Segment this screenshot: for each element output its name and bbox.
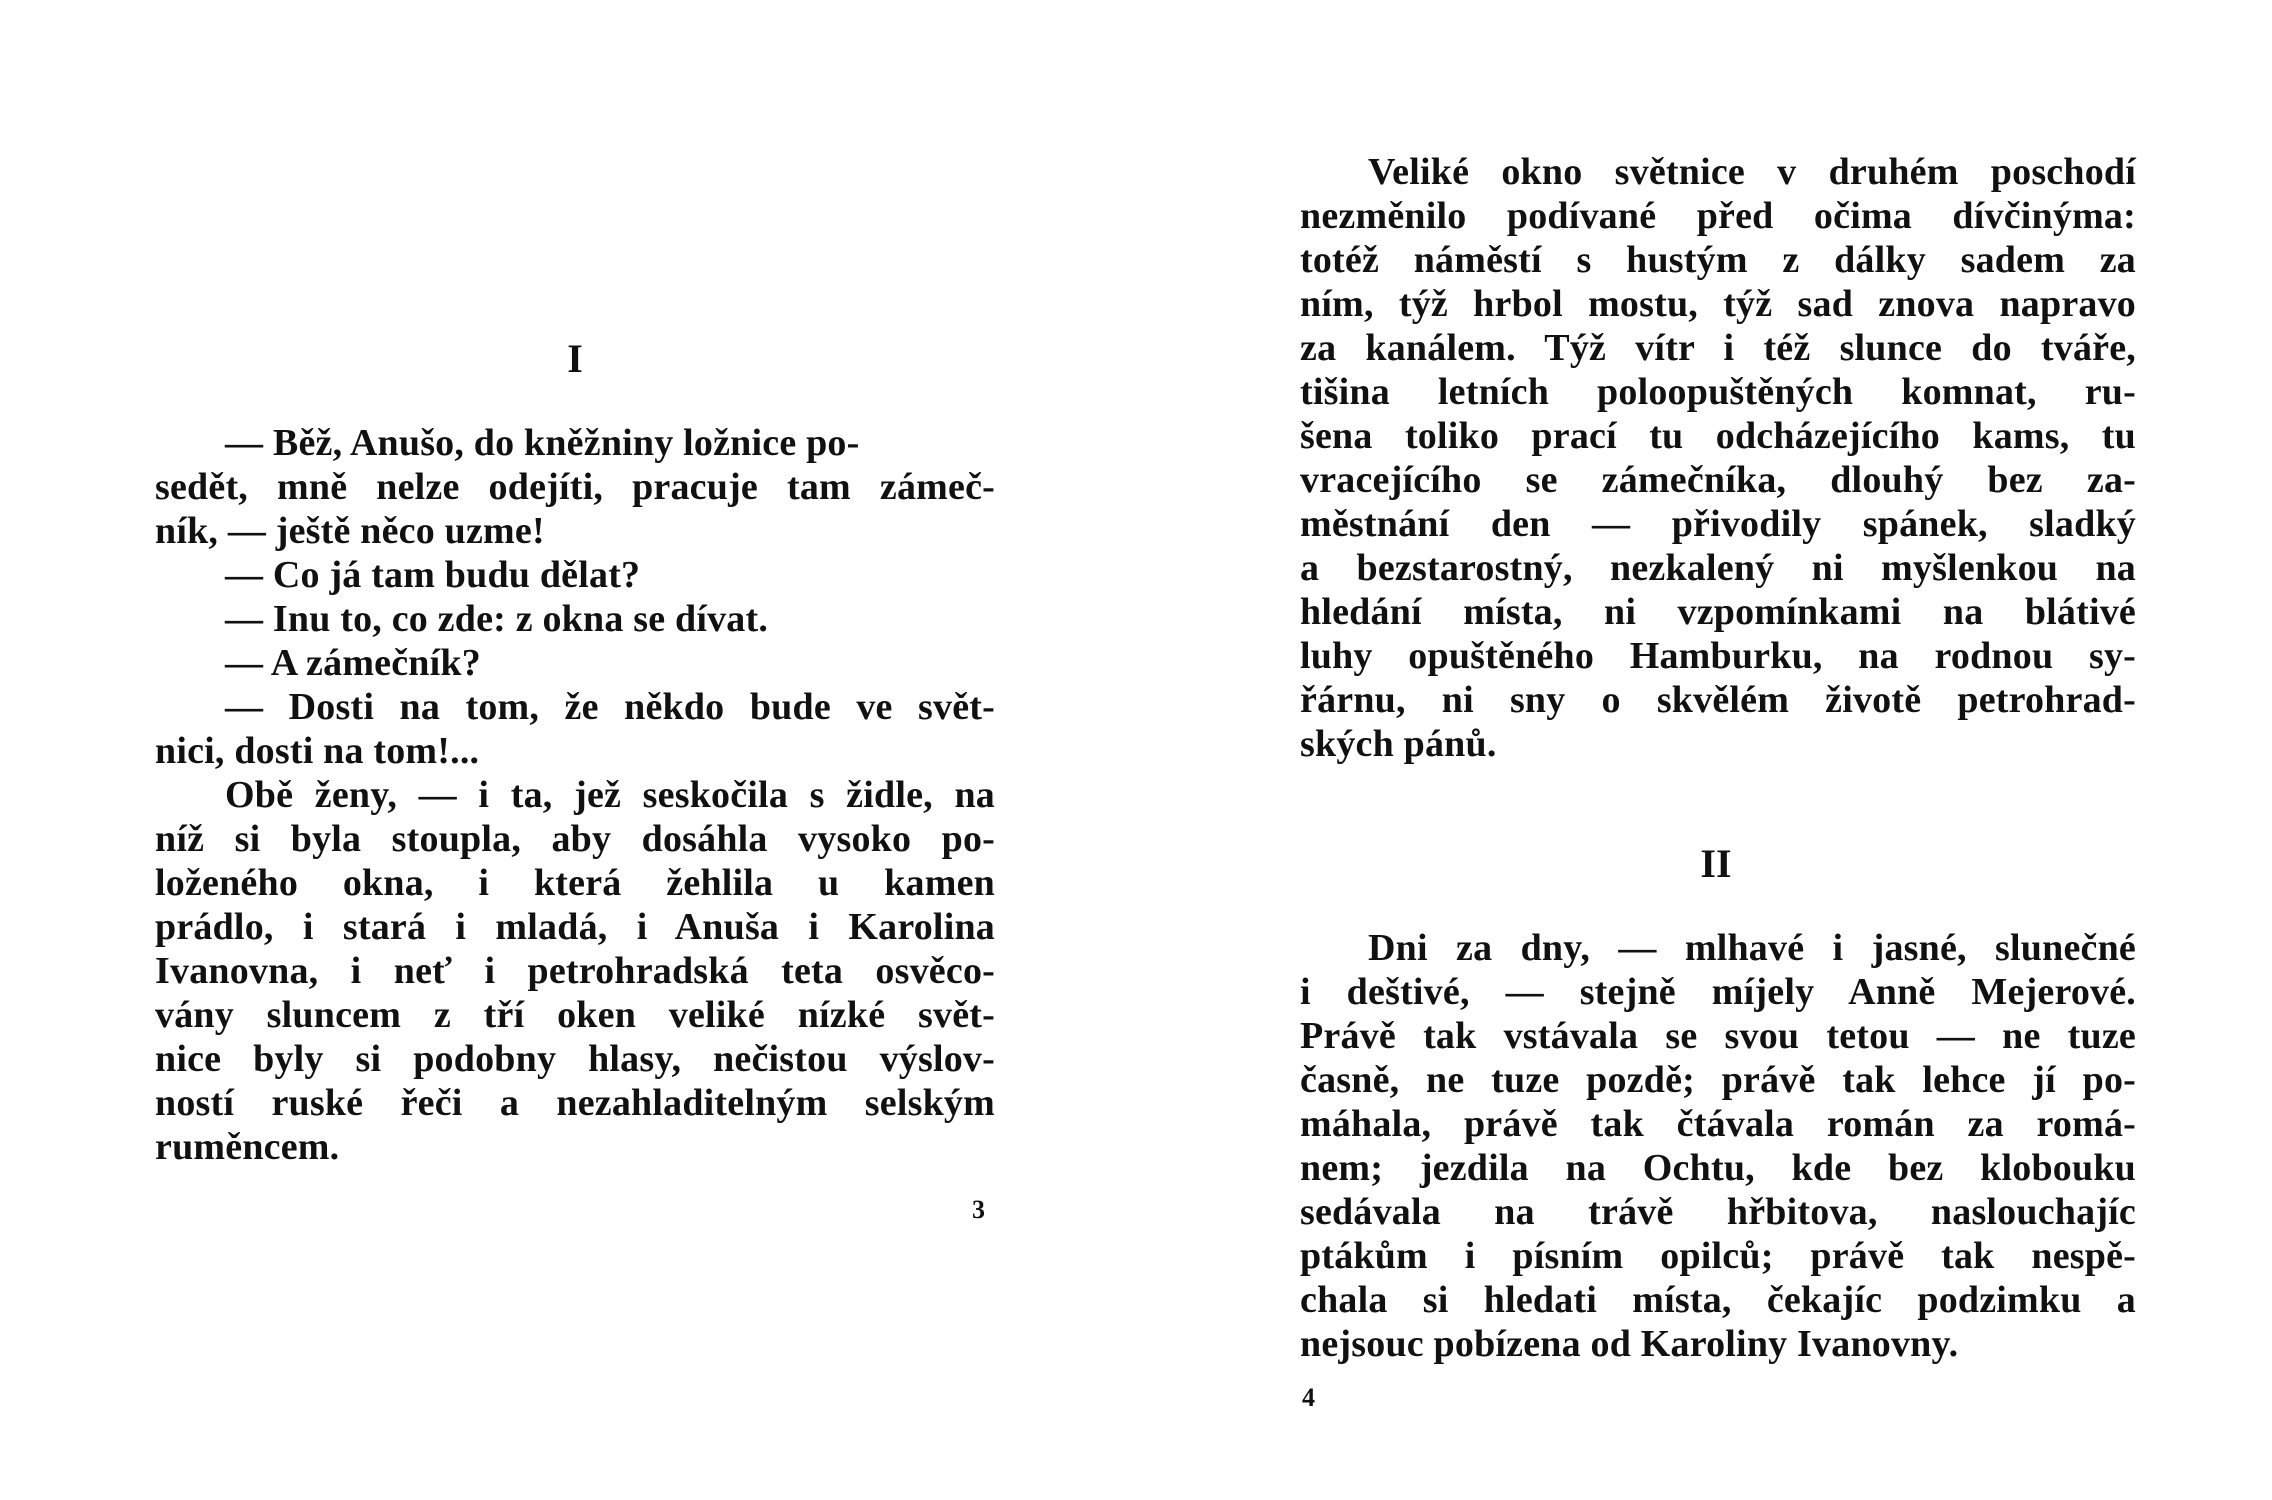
- text-line: Obě ženy, — i ta, jež seskočila s židle, na: [225, 774, 995, 816]
- text-line: nezměnilo podívané před očima dívčinýma:: [1300, 195, 2136, 237]
- text-line: ností ruské řeči a nezahladitelným selským: [155, 1082, 995, 1124]
- page-number: 4: [1302, 1383, 1315, 1412]
- text-line: nem; jezdila na Ochtu, kde bez klobouku: [1300, 1147, 2136, 1189]
- text-line: řárnu, ni sny o skvělém životě petrohrad-: [1300, 679, 2136, 721]
- text-line: městnání den — přivodily spánek, sladký: [1300, 503, 2136, 545]
- text-line: vracejícího se zámečníka, dlouhý bez za-: [1300, 459, 2136, 501]
- text-line: — Co já tam budu dělat?: [225, 554, 641, 596]
- text-line: a bezstarostný, nezkalený ni myšlenkou na: [1300, 547, 2136, 589]
- text-line: tišina letních poloopuštěných komnat, ru-: [1300, 371, 2136, 413]
- text-line: chala si hledati místa, čekajíc podzimku a: [1300, 1279, 2136, 1321]
- text-line: máhala, právě tak čtávala román za romá-: [1300, 1103, 2136, 1145]
- text-line: za kanálem. Týž vítr i též slunce do tváře,: [1300, 327, 2136, 369]
- text-line: ním, týž hrbol mostu, týž sad znova napravo: [1300, 283, 2136, 325]
- text-line: níž si byla stoupla, aby dosáhla vysoko po-: [155, 818, 995, 860]
- text-line: Ivanovna, i neť i petrohradská teta osvěco-: [155, 950, 995, 992]
- text-line: nejsouc pobízena od Karoliny Ivanovny.: [1300, 1323, 1959, 1365]
- text-line: hledání místa, ni vzpomínkami na blátivé: [1300, 591, 2136, 633]
- text-line: loženého okna, i která žehlila u kamen: [155, 862, 995, 904]
- text-line: Právě tak vstávala se svou tetou — ne tuze: [1300, 1015, 2136, 1057]
- page-number: 3: [972, 1195, 985, 1224]
- text-line: sedět, mně nelze odejíti, pracuje tam zámeč-: [155, 466, 995, 508]
- text-line: ník, — ještě něco uzme!: [155, 510, 545, 552]
- text-line: vány sluncem z tří oken veliké nízké svět-: [155, 994, 995, 1036]
- text-line: prádlo, i stará i mladá, i Anuša i Karolina: [155, 906, 995, 948]
- text-line: ských pánů.: [1300, 723, 1497, 765]
- text-line: sedávala na trávě hřbitova, naslouchajíc: [1300, 1191, 2136, 1233]
- text-line: nice byly si podobny hlasy, nečistou výslov-: [155, 1038, 995, 1080]
- text-line: — A zámečník?: [225, 642, 481, 684]
- right-page: [1136, 0, 2272, 1500]
- text-line: — Inu to, co zde: z okna se dívat.: [225, 598, 769, 640]
- text-line: šena toliko prací tu odcházejícího kams, tu: [1300, 415, 2136, 457]
- text-line: ruměncem.: [155, 1126, 340, 1168]
- chapter-heading-i: I: [567, 336, 583, 381]
- chapter-heading-ii: II: [1700, 841, 1732, 886]
- text-line: Dni za dny, — mlhavé i jasné, slunečné: [1368, 927, 2136, 969]
- text-line: totéž náměstí s hustým z dálky sadem za: [1300, 239, 2136, 281]
- text-line: Veliké okno světnice v druhém poschodí: [1368, 151, 2136, 193]
- text-line: — Dosti na tom, že někdo bude ve svět-: [225, 686, 995, 728]
- text-line: časně, ne tuze pozdě; právě tak lehce jí po-: [1300, 1059, 2136, 1101]
- text-line: nici, dosti na tom!...: [155, 730, 480, 772]
- text-line: ptákům i písním opilců; právě tak nespě-: [1300, 1235, 2136, 1277]
- text-line: luhy opuštěného Hamburku, na rodnou sy-: [1300, 635, 2136, 677]
- text-line: i deštivé, — stejně míjely Anně Mejerové.: [1300, 971, 2136, 1013]
- text-line: — Běž, Anušo, do kněžniny ložnice po-: [225, 422, 860, 464]
